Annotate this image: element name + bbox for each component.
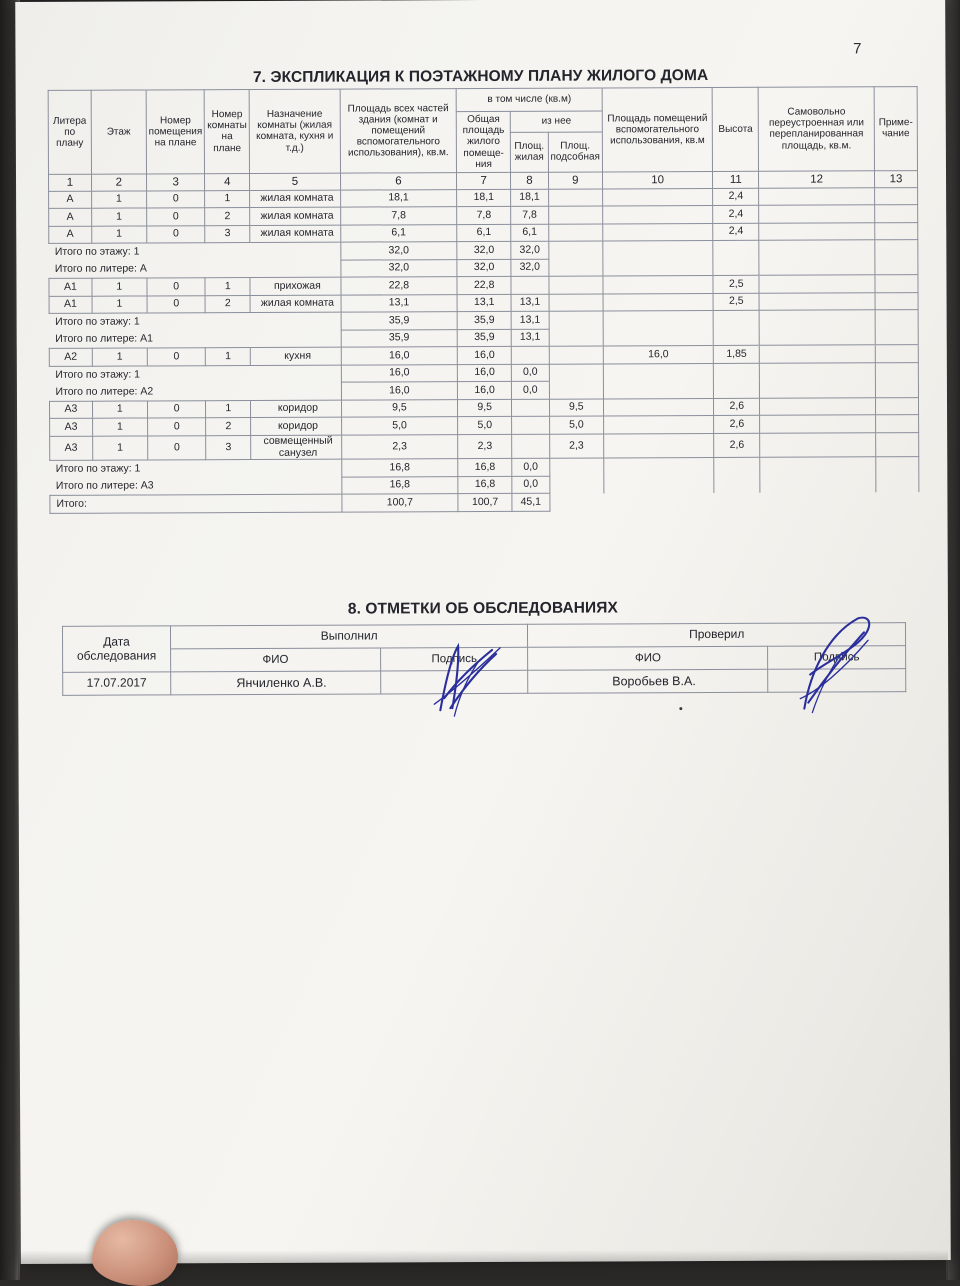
cell-c7: 16,0	[457, 347, 511, 365]
cell-c13	[875, 240, 918, 258]
cell-c12	[760, 475, 876, 493]
cell-c8: 7,8	[511, 207, 548, 225]
cell-c13	[875, 415, 918, 433]
cell-c11	[713, 258, 759, 276]
cell-c7: 2,3	[458, 434, 512, 459]
th-signature-performer: Подпись	[380, 647, 528, 671]
cell-c7: 5,0	[458, 417, 512, 435]
cell-c8	[511, 277, 548, 295]
cell-c3: 0	[147, 278, 206, 296]
cell-c8: 0,0	[512, 382, 549, 400]
cell-c4: 2	[205, 208, 250, 226]
row-label: Итого по литере: А2	[55, 384, 154, 398]
th-room-number: Номер помещения на плане	[146, 90, 205, 174]
cell-c6: 100,7	[342, 494, 459, 512]
cell-c8: 0,0	[512, 459, 549, 477]
performer-name-value: Янчиленко А.В.	[171, 671, 381, 695]
cell-c11	[713, 241, 759, 259]
cell-c7: 18,1	[457, 189, 511, 207]
checker-name-value: Воробьев В.А.	[528, 669, 768, 693]
cell-c2: 1	[92, 348, 147, 366]
cell-c12	[759, 223, 875, 241]
cell-c8: 13,1	[511, 294, 548, 312]
explication-body	[49, 188, 919, 514]
th-auxiliary-area: Площадь помещений вспомогательного использования, кв.м	[602, 87, 713, 171]
cell-c2: 1	[92, 278, 147, 296]
cell-c5: коридор	[251, 418, 342, 436]
cell-c10	[604, 458, 714, 476]
cell-c9	[549, 346, 604, 364]
cell-c6: 16,0	[341, 382, 458, 400]
cell-c8: 32,0	[511, 242, 548, 260]
th-purpose: Назначение комнаты (жилая комната, кухня и т.д.)	[249, 89, 340, 173]
section-7-title: 7. ЭКСПЛИКАЦИЯ К ПОЭТАЖНОМУ ПЛАНУ ЖИЛОГО ДОМА	[252, 67, 709, 86]
ink-dot	[679, 707, 682, 710]
cell-c4: 1	[205, 278, 250, 296]
cell-c2: 1	[92, 401, 147, 419]
cell-c5: жилая комната	[250, 190, 341, 208]
row-label: Итого по этажу: 1	[54, 245, 140, 258]
cell-c7: 22,8	[457, 277, 511, 295]
cell-c6: 16,8	[342, 477, 459, 495]
cell-c13	[876, 475, 919, 493]
cell-c13	[875, 363, 918, 381]
cell-c12	[759, 258, 875, 276]
cell-c12	[760, 328, 876, 346]
cell-c12	[759, 275, 875, 293]
cell-c12	[760, 415, 876, 433]
cell-c3: 0	[146, 191, 205, 209]
cell-c8: 45,1	[512, 494, 549, 512]
cell-c1: А1	[49, 296, 92, 314]
row-label: Итого по этажу: 1	[55, 368, 141, 381]
cell-c11: 2,6	[714, 416, 760, 434]
section-8-title: 8. ОТМЕТКИ ОБ ОБСЛЕДОВАНИЯХ	[347, 599, 619, 618]
cell-c12	[759, 310, 875, 328]
cell-c12	[760, 380, 876, 398]
cell-c13	[874, 188, 917, 206]
cell-c13	[875, 398, 918, 416]
cell-c12	[760, 433, 876, 458]
cell-c3: 0	[147, 296, 206, 314]
cell-c7: 13,1	[457, 294, 511, 312]
cell-c1: А	[49, 209, 92, 227]
cell-c1: А3	[50, 436, 93, 461]
col-number-6: 6	[340, 173, 457, 191]
cell-c12	[759, 293, 875, 311]
cell-c13	[876, 457, 919, 475]
row-label: Итого:	[50, 495, 342, 514]
th-unauthorized-area: Самовольно переустроенная или перепланированная площадь, кв.м.	[758, 87, 874, 171]
cell-c7: 7,8	[457, 207, 511, 225]
cell-c8: 32,0	[511, 259, 548, 277]
survey-date-value: 17.07.2017	[63, 672, 171, 695]
cell-c7: 32,0	[457, 242, 511, 260]
cell-c10	[604, 493, 714, 511]
cell-c11: 2,5	[713, 276, 759, 294]
col-number-5: 5	[250, 173, 341, 190]
cell-c11	[713, 311, 759, 329]
cell-c11: 2,4	[713, 206, 759, 224]
cell-c7: 9,5	[458, 399, 512, 417]
cell-c8: 13,1	[511, 329, 548, 347]
cell-c11	[714, 458, 760, 476]
cell-c3: 0	[147, 348, 206, 366]
cell-c9	[549, 311, 604, 329]
survey-marks-table	[62, 622, 906, 696]
cell-c11: 2,5	[713, 293, 759, 311]
cell-c11: 2,4	[713, 188, 759, 206]
cell-c1: А2	[49, 349, 92, 367]
cell-c9	[548, 224, 603, 242]
cell-c3: 0	[147, 401, 206, 419]
cell-c8: 18,1	[511, 189, 548, 207]
checker-signature-cell	[768, 669, 906, 693]
cell-c8: 0,0	[512, 476, 549, 494]
cell-c2: 1	[92, 296, 147, 314]
cell-c2: 1	[92, 436, 147, 461]
cell-c10	[603, 363, 713, 381]
cell-c13	[875, 380, 918, 398]
col-number-11: 11	[713, 171, 759, 188]
col-number-1: 1	[49, 174, 92, 191]
cell-c10	[603, 188, 713, 206]
row-label: Итого по литере: А1	[55, 332, 154, 345]
row-label: Итого по этажу: 1	[55, 315, 140, 328]
cell-c8	[511, 347, 548, 365]
col-number-10: 10	[603, 171, 713, 188]
cell-c11: 2,4	[713, 223, 759, 241]
cell-c11	[713, 328, 759, 346]
th-height: Высота	[712, 87, 759, 171]
th-litera: Литера по плану	[48, 90, 91, 174]
cell-c7: 32,0	[457, 259, 511, 277]
cell-c8: 0,0	[512, 364, 549, 382]
cell-c13	[875, 293, 918, 311]
cell-c9	[548, 206, 603, 224]
cell-c13	[875, 223, 918, 241]
cell-c9	[549, 458, 604, 476]
cell-c6: 18,1	[340, 190, 457, 208]
cell-c12	[759, 240, 875, 258]
cell-c12	[760, 363, 876, 381]
cell-c9	[548, 259, 603, 277]
th-checked-by: Проверил	[528, 623, 906, 648]
cell-c7: 35,9	[457, 312, 511, 330]
cell-c10	[603, 311, 713, 329]
cell-c13	[875, 205, 918, 223]
cell-c6: 5,0	[341, 417, 458, 435]
cell-c10	[603, 328, 713, 346]
cell-c8: 13,1	[511, 312, 548, 330]
cell-c11	[714, 363, 760, 381]
cell-c11	[714, 381, 760, 399]
cell-c4: 2	[206, 418, 251, 436]
cell-c9: 5,0	[549, 416, 604, 434]
cell-c9	[548, 276, 603, 294]
cell-c1: А3	[50, 419, 93, 437]
cell-c13	[876, 433, 919, 458]
cell-c6: 6,1	[340, 225, 457, 243]
cell-c3: 0	[147, 226, 206, 244]
th-living: Площ. жилая	[511, 132, 548, 172]
cell-c10	[603, 206, 713, 224]
cell-c2: 1	[92, 226, 147, 244]
cell-c13	[876, 492, 919, 510]
cell-c4: 3	[206, 435, 251, 460]
cell-c11: 2,6	[714, 398, 760, 416]
cell-c10	[604, 433, 714, 458]
th-floor: Этаж	[91, 90, 146, 174]
cell-c7: 16,8	[458, 459, 512, 477]
table-header-row	[48, 87, 917, 114]
th-ofwhich-group: из нее	[510, 111, 602, 132]
cell-c8	[512, 434, 549, 459]
explication-table	[48, 86, 920, 514]
cell-c12	[759, 188, 875, 206]
cell-c6: 35,9	[341, 330, 458, 348]
col-number-2: 2	[91, 174, 146, 191]
col-number-8: 8	[511, 172, 548, 189]
cell-c10	[603, 381, 713, 399]
cell-c11: 1,85	[713, 346, 759, 364]
col-number-3: 3	[146, 174, 205, 191]
cell-c5: коридор	[251, 400, 342, 418]
cell-c7: 16,8	[458, 476, 512, 494]
col-number-4: 4	[205, 173, 250, 190]
col-number-9: 9	[548, 172, 603, 189]
col-number-7: 7	[457, 172, 511, 189]
cell-c11	[714, 475, 760, 493]
cell-c4: 1	[206, 348, 251, 366]
cell-c13	[875, 310, 918, 328]
cell-c11	[714, 493, 760, 511]
cell-c1: А	[49, 226, 92, 244]
cell-c9	[549, 381, 604, 399]
cell-c2: 1	[92, 418, 147, 436]
document-page	[15, 0, 950, 1264]
cell-c6: 13,1	[341, 295, 458, 313]
cell-c9	[548, 189, 603, 207]
performer-signature-cell	[380, 670, 528, 694]
cell-c9: 2,3	[549, 434, 604, 459]
cell-c3: 0	[147, 418, 206, 436]
cell-c10	[603, 223, 713, 241]
grand-total-row	[50, 492, 919, 513]
table-row	[50, 433, 919, 461]
cell-c12	[760, 398, 876, 416]
row-label: Итого по этажу: 1	[55, 462, 141, 475]
th-utility: Площ. подсобная	[548, 132, 603, 172]
page-number: 7	[853, 40, 862, 58]
th-total-area: Площадь всех частей здания (комнат и помещений вспомогательного использования), кв.м.	[340, 89, 457, 173]
cell-c4: 1	[205, 190, 250, 208]
cell-c10	[603, 276, 713, 294]
cell-c6: 7,8	[340, 207, 457, 225]
cell-c9	[549, 493, 604, 511]
row-label: Итого по литере: А	[54, 262, 147, 275]
cell-c5: прихожая	[250, 278, 341, 296]
survey-data-row	[63, 669, 906, 696]
cell-c9	[549, 364, 604, 382]
cell-c7: 100,7	[458, 494, 512, 512]
cell-c6: 32,0	[341, 260, 458, 278]
cell-c6: 16,0	[341, 347, 458, 365]
cell-c7: 16,0	[458, 382, 512, 400]
col-number-12: 12	[759, 171, 875, 189]
cell-c1: А3	[49, 401, 92, 419]
cell-c13	[875, 275, 918, 293]
cell-c10	[604, 398, 714, 416]
cell-c4: 2	[206, 295, 251, 313]
cell-c1: А1	[49, 279, 92, 297]
th-fio-checker: ФИО	[528, 646, 768, 670]
cell-c7: 35,9	[457, 329, 511, 347]
cell-c9	[549, 329, 604, 347]
cell-c13	[875, 345, 918, 363]
cell-c13	[875, 258, 918, 276]
th-signature-checker: Подпись	[768, 646, 906, 670]
cell-c5: кухня	[250, 348, 341, 366]
cell-c4: 1	[206, 400, 251, 418]
cell-c5: жилая комната	[250, 295, 341, 313]
cell-c10	[604, 416, 714, 434]
cell-c5: совмещенный санузел	[251, 435, 342, 460]
cell-c8: 6,1	[511, 224, 548, 242]
th-including-group: в том числе (кв.м)	[456, 88, 602, 112]
cell-c10	[603, 241, 713, 259]
cell-c2: 1	[91, 191, 146, 209]
col-number-13: 13	[874, 171, 917, 188]
cell-c10	[603, 293, 713, 311]
cell-c13	[875, 328, 918, 346]
cell-c3: 0	[147, 436, 206, 461]
cell-c4: 3	[205, 225, 250, 243]
cell-c6: 35,9	[341, 312, 458, 330]
page-content	[15, 0, 950, 1264]
cell-c7: 6,1	[457, 224, 511, 242]
cell-c11: 2,6	[714, 433, 760, 458]
cell-c5: жилая комната	[250, 208, 341, 226]
cell-c6: 2,3	[341, 435, 458, 460]
cell-c9	[549, 476, 604, 494]
cell-c6: 16,8	[341, 459, 458, 477]
cell-c6: 9,5	[341, 400, 458, 418]
cell-c12	[760, 457, 876, 475]
cell-c8	[512, 399, 549, 417]
th-survey-date: Дата обследования	[62, 626, 170, 672]
th-note: Приме-чание	[874, 87, 917, 171]
th-fio-performer: ФИО	[171, 648, 381, 672]
cell-c9	[549, 294, 604, 312]
cell-c6: 32,0	[340, 242, 457, 260]
th-chamber-number: Номер комнаты на плане	[205, 90, 250, 174]
cell-c7: 16,0	[458, 364, 512, 382]
cell-c9: 9,5	[549, 399, 604, 417]
th-performed-by: Выполнил	[170, 624, 528, 649]
cell-c6: 16,0	[341, 365, 458, 383]
cell-c8	[512, 417, 549, 435]
cell-c10	[604, 475, 714, 493]
cell-c10	[603, 258, 713, 276]
cell-c6: 22,8	[341, 277, 458, 295]
row-label: Итого по литере: А3	[55, 479, 154, 492]
cell-c5: жилая комната	[250, 225, 341, 243]
cell-c12	[759, 205, 875, 223]
cell-c9	[548, 241, 603, 259]
cell-c12	[760, 345, 876, 363]
cell-c10: 16,0	[603, 346, 713, 364]
cell-c1: А	[49, 191, 92, 209]
cell-c12	[760, 492, 876, 510]
cell-c3: 0	[146, 208, 205, 226]
th-living-total: Общая площадь жилого помеще-ния	[456, 111, 510, 172]
cell-c2: 1	[91, 208, 146, 226]
